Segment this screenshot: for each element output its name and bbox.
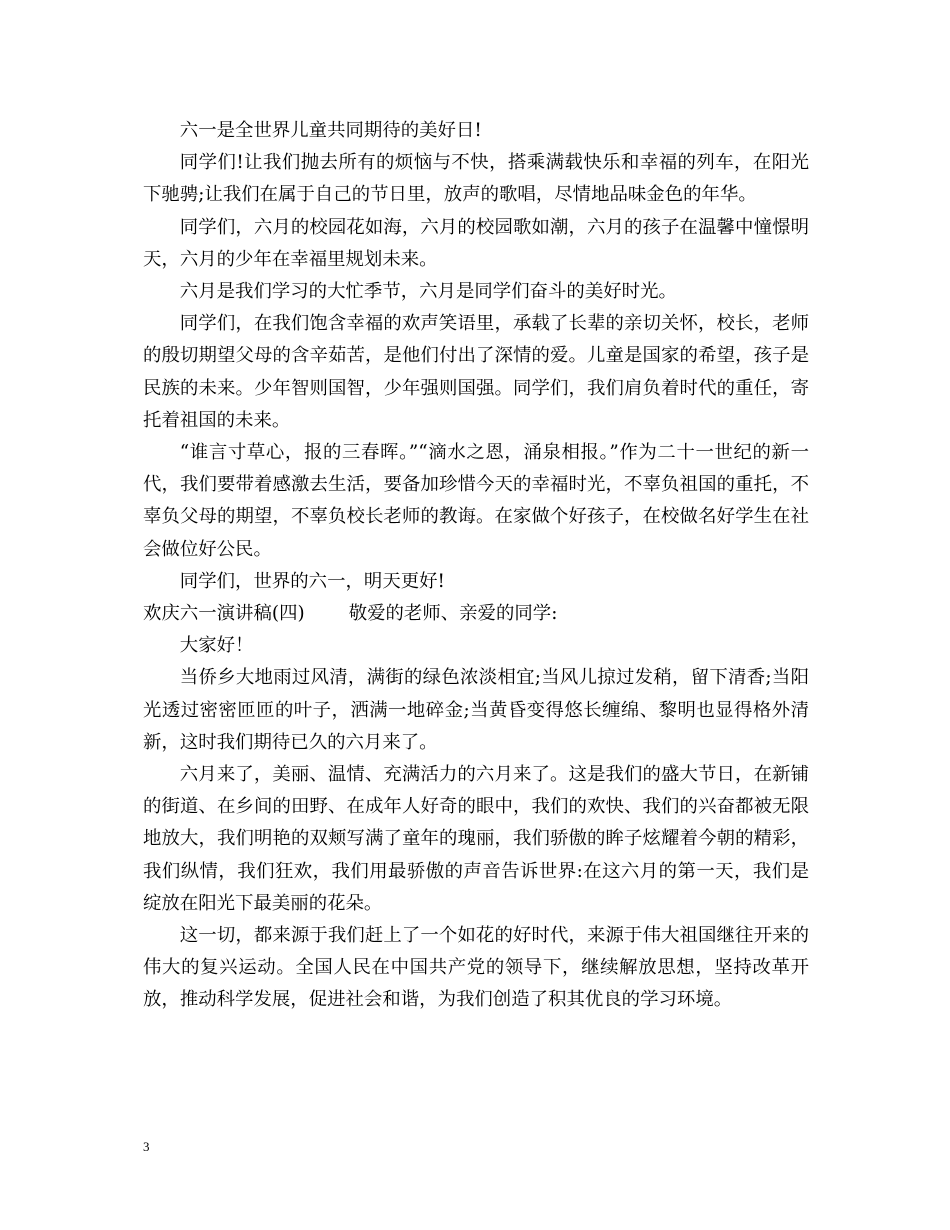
paragraph: 同学们!让我们抛去所有的烦恼与不快，搭乘满载快乐和幸福的列车，在阳光下驰骋;让我们在属于自己的节日里，放声的歌唱，尽情地品味金色的年华。 [143, 152, 809, 206]
salutation: 敬爱的老师、亲爱的同学: [348, 603, 558, 625]
paragraph: 当侨乡大地雨过风清，满街的绿色浓淡相宜;当风儿掠过发稍，留下清香;当阳光透过密密匝匝的叶子，洒满一地碎金;当黄昏变得悠长缠绵、黎明也显得格外清新，这时我们期待已久的六月来了。 [143, 667, 809, 753]
paragraph: 这一切，都来源于我们赶上了一个如花的好时代，来源于伟大祖国继往开来的伟大的复兴运动。全国人民在中国共产党的领导下，继续解放思想，坚持改革开放，推动科学发展，促进社会和谐，为我们创造了积其优良的学习环境。 [143, 925, 809, 1011]
paragraph: 六月是我们学习的大忙季节，六月是同学们奋斗的美好时光。 [179, 281, 677, 303]
greeting: 大家好！ [179, 635, 254, 657]
paragraph: 六月来了，美丽、温情、充满活力的六月来了。这是我们的盛大节日，在新铺的街道、在乡间的田野、在成年人好奇的眼中，我们的欢快、我们的兴奋都被无限地放大，我们明艳的双颊写满了童年的瑰丽，我们骄傲的眸子炫耀着今朝的精彩，我们纵情，我们狂欢，我们用最骄傲的声音告诉世界:在这六月的第一天，我们是绽放在阳光下最美丽的花朵。 [143, 764, 809, 914]
paragraph: 同学们，在我们饱含幸福的欢声笑语里，承载了长辈的亲切关怀，校长，老师的殷切期望父母的含辛茹苦，是他们付出了深情的爱。儿童是国家的希望，孩子是民族的未来。少年智则国智，少年强则国强。同学们，我们肩负着时代的重任，寄托着祖国的未来。 [143, 313, 809, 431]
section-heading-line [143, 598, 809, 630]
page-number: 3 [143, 1139, 150, 1154]
paragraph: 同学们，六月的校园花如海，六月的校园歌如潮，六月的孩子在温馨中憧憬明天，六月的少年在幸福里规划未来。 [143, 216, 809, 270]
quote-paragraph: “谁言寸草心，报的三春晖。”“滴水之恩，涌泉相报。”作为二十一世纪的新一代，我们要带着感激去生活，要备加珍惜今天的幸福时光，不辜负祖国的重托，不辜负父母的期望，不辜负校长老师的教诲。在家做个好孩子，在校做名好学生在社会做位好公民。 [143, 442, 809, 560]
document-body [143, 115, 809, 1017]
paragraph: 六一是全世界儿童共同期待的美好日! [179, 120, 482, 141]
section-title: 欢庆六一演讲稿(四) [143, 603, 305, 625]
paragraph: 同学们，世界的六一，明天更好! [179, 570, 445, 592]
